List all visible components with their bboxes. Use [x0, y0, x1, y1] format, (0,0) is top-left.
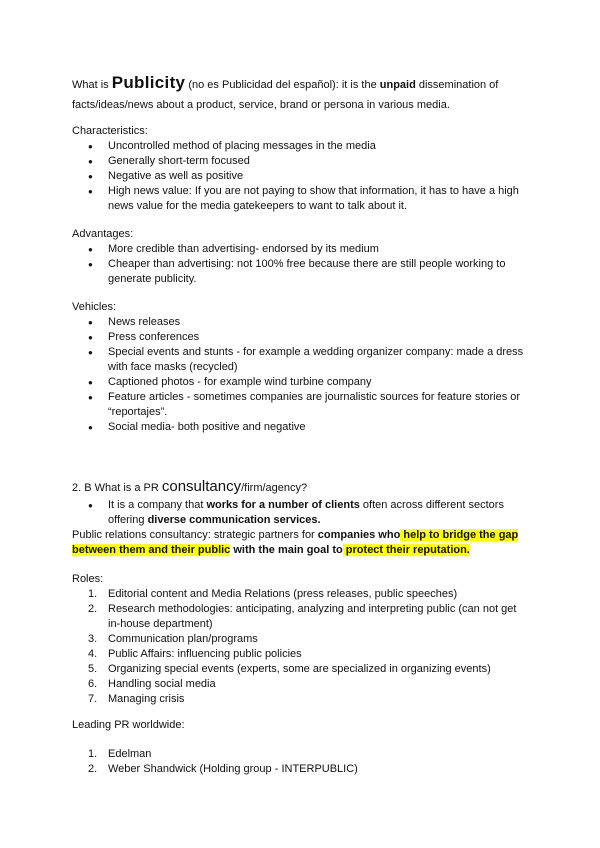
list-item: ● Feature articles - sometimes companies are journalistic sources for feature stories or “reportajes”. [88, 390, 528, 420]
list-item: ● Special events and stunts - for example a wedding organizer company: made a dress with face masks (recycled) [88, 345, 528, 375]
consultancy-definition: Public relations consultancy: strategic partners for companies who help to bridge the gap between them and their public with the main goal to protect their reputation. [72, 529, 519, 556]
intro-text: dissemination of facts/ideas/news about a product, service, brand or persona in various media. [72, 79, 499, 111]
characteristics-list [88, 139, 528, 214]
list-item: ● News releases [88, 315, 528, 330]
list-item: ● More credible than advertising- endorsed by its medium [88, 242, 528, 257]
roles-heading: Roles: [72, 573, 104, 585]
list-item: ● Social media- both positive and negative [88, 420, 528, 435]
bold-text: works for a number of clients [206, 499, 360, 511]
consultancy-term: consultancy [161, 478, 242, 495]
list-item: ● Uncontrolled method of placing messages in the media [88, 139, 528, 154]
characteristics-heading: Characteristics: [72, 125, 148, 137]
list-item: ● It is a company that works for a number of clients often across different sectors offering diverse communication services. [88, 498, 528, 528]
highlighted-text: help to bridge the gap between them and their public [72, 529, 519, 556]
leading-heading: Leading PR worldwide: [72, 719, 185, 731]
bold-text: diverse communication services. [147, 514, 321, 526]
list-item: 6. Handling social media [88, 678, 216, 690]
vehicles-heading: Vehicles: [72, 301, 117, 313]
intro-paragraph [72, 73, 542, 115]
heading-text: 2. B What is a PR [72, 482, 162, 494]
consultancy-list [88, 498, 528, 528]
list-item: ● Captioned photos - for example wind turbine company [88, 375, 528, 390]
list-item: 4. Public Affairs: influencing public policies [88, 648, 302, 660]
highlighted-text: protect their reputation. [342, 544, 470, 556]
list-item: 1. Edelman [88, 748, 152, 760]
intro-text: (no es Publicidad del español): it is the [185, 79, 380, 91]
heading-text: /firm/agency? [241, 482, 308, 494]
list-item: 2. Research methodologies: anticipating, analyzing and interpreting public (can not get in-house department) [88, 603, 517, 630]
list-item: ● Cheaper than advertising: not 100% free because there are still people working to generate publicity. [88, 257, 528, 287]
vehicles-list [88, 315, 528, 435]
bold-text: companies who [317, 529, 401, 541]
advantages-heading: Advantages: [72, 228, 134, 240]
list-item: 2. Weber Shandwick (Holding group - INTERPUBLIC) [88, 763, 358, 775]
advantages-list [88, 242, 528, 287]
publicity-term: Publicity [111, 73, 186, 92]
unpaid-term: unpaid [379, 79, 416, 91]
list-item: ● Generally short-term focused [88, 154, 528, 169]
list-item: ● Negative as well as positive [88, 169, 528, 184]
intro-text: What is [72, 79, 112, 91]
roles-list [88, 587, 528, 707]
consultancy-heading [72, 478, 542, 497]
leading-list [88, 747, 528, 777]
list-item: ● Press conferences [88, 330, 528, 345]
list-item: 1. Editorial content and Media Relations (press releases, public speeches) [88, 588, 458, 600]
list-item: ● High news value: If you are not paying to show that information, it has to have a high news value for the media gatekeepers to want to talk about it. [88, 184, 528, 214]
bold-text: with the main goal to [230, 544, 343, 556]
list-item: 5. Organizing special events (experts, some are specialized in organizing events) [88, 663, 491, 675]
list-item: 3. Communication plan/programs [88, 633, 258, 645]
list-item: 7. Managing crisis [88, 693, 185, 705]
